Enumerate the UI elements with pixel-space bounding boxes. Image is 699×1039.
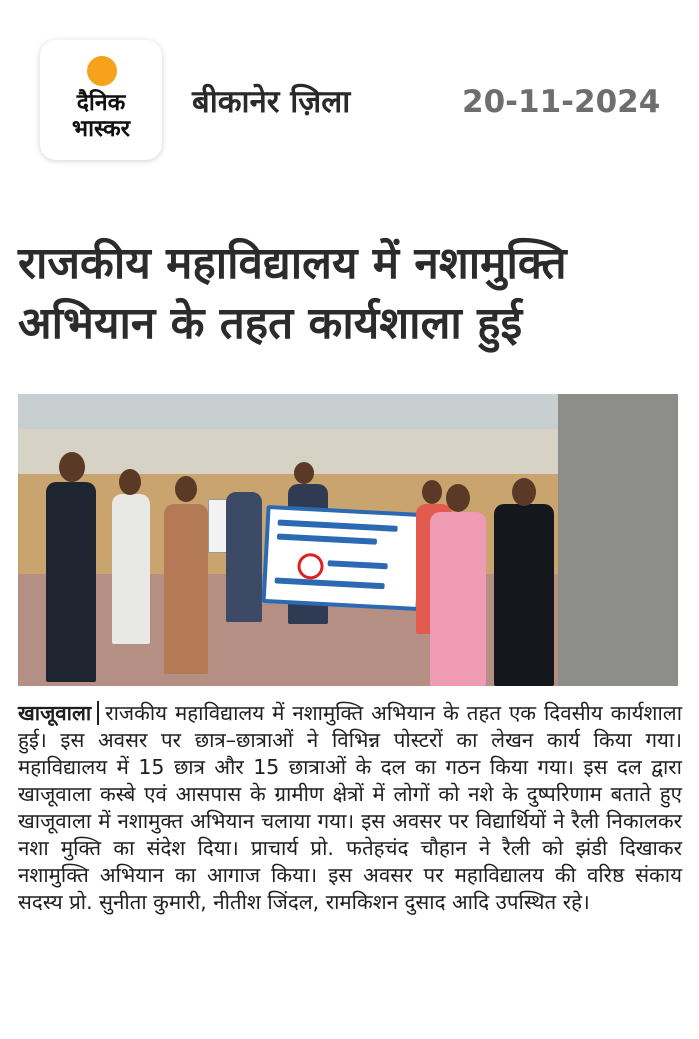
logo-text-line2: भास्कर [71,116,131,142]
anti-drug-banner [262,505,425,611]
news-clipping [6,206,699,1039]
person-figure [226,492,262,622]
person-figure [112,494,150,644]
person-head [512,478,536,506]
person-head [59,452,85,482]
no-drugs-icon [297,553,324,580]
person-head [175,476,197,502]
person-head [119,469,141,495]
district-label: बीकानेर ज़िला [192,84,351,120]
publish-date: 20-11-2024 [462,84,661,120]
person-head [422,480,442,504]
photo-pillar [558,394,678,686]
person-figure [46,482,96,682]
article-body [18,700,682,916]
person-figure [430,512,486,686]
person-figure [494,504,554,686]
article-body-text: राजकीय महाविद्यालय में नशामुक्ति अभियान के तहत एक दिवसीय कार्यशाला हुई। इस अवसर पर छात्र–छात्राओं ने विभिन्न पोस्टरों का लेखन कार्य किया गया। महाविद्यालय में 15 छात्र और 15 छात्राओं के दल का गठन किया गया। इस दल द्वारा खाजूवाला कस्बे एवं आसपास के ग्रामीण क्षेत्रों में लोगों को नशे के दुष्परिणाम बताते हुए खाजूवाला में नशामुक्त अभियान चलाया गया। इस अवसर पर विद्यार्थियों ने रैली निकालकर नशा मुक्ति का संदेश दिया। प्राचार्य प्रो. फतेहचंद चौहान ने रैली को झंडी दिखाकर नशामुक्ति अभियान का आगाज किया। इस अवसर पर महाविद्यालय की वरिष्ठ संकाय सदस्य प्रो. सुनीता कुमारी, नीतीश जिंदल, रामकिशन दुसाद आदि उपस्थित रहे। [18,701,683,914]
article-headline: राजकीय महाविद्यालय में नशामुक्ति अभियान के तहत कार्यशाला हुई [18,238,567,349]
article-dateline: खाजूवाला [18,701,99,725]
rally-photo [18,394,678,686]
person-figure [164,504,208,674]
sun-icon [87,56,117,86]
header [0,0,699,185]
dainik-bhaskar-logo[interactable] [40,40,162,160]
logo-text-line1: दैनिक [76,90,126,116]
person-head [446,484,470,512]
person-head [294,462,314,484]
